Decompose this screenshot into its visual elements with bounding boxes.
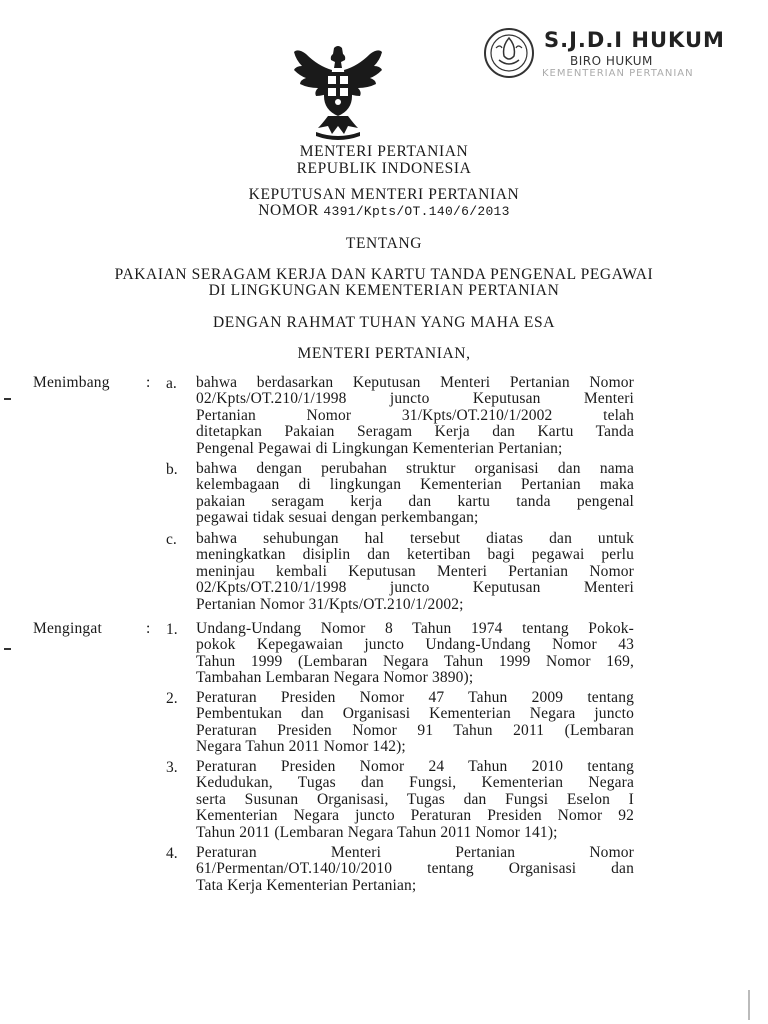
text-line: Peraturan Presiden Nomor 24 Tahun 2010 tentang	[196, 759, 634, 775]
text-line: kelembagaan di lingkungan Kementerian Pertanian maka	[196, 477, 634, 494]
decree-title: KEPUTUSAN MENTERI PERTANIAN	[248, 186, 520, 203]
text-line: 02/Kpts/OT.210/1/1998 juncto Keputusan Menteri	[196, 391, 634, 408]
menimbang-item-a	[196, 375, 634, 457]
text-line: Tambahan Lembaran Negara Nomor 3890);	[196, 670, 474, 687]
menimbang-item-b	[196, 461, 634, 527]
text-line: Pengenal Pegawai di Lingkungan Kementerian Pertanian;	[196, 440, 563, 457]
text-line: Negara Tahun 2011 Nomor 142);	[196, 739, 406, 756]
header-line2: REPUBLIK INDONESIA	[296, 160, 472, 177]
subject-line2: DI LINGKUNGAN KEMENTERIAN PERTANIAN	[208, 282, 560, 299]
ministry-logo-icon	[482, 26, 536, 80]
text-line: bahwa dengan perubahan struktur organisasi dan nama	[196, 461, 634, 477]
text-line: meningkatkan disiplin dan ketertiban bagi pegawai perlu	[196, 547, 634, 564]
text-line: Tata Kerja Kementerian Pertanian;	[196, 877, 417, 894]
header-line1: MENTERI PERTANIAN	[299, 143, 469, 160]
text-line: Tahun 2011 (Lembaran Negara Tahun 2011 Nomor 141);	[196, 824, 558, 841]
mengingat-label: Mengingat	[33, 620, 102, 637]
text-line: pegawai tidak sesuai dengan perkembangan;	[196, 510, 479, 527]
text-line: bahwa sehubungan hal tersebut diatas dan untuk	[196, 531, 634, 547]
text-line: pakaian seragam kerja dan kartu tanda pengenal	[196, 493, 634, 510]
menimbang-item-c	[196, 531, 634, 613]
text-line: Pembentukan dan Organisasi Kementerian Negara juncto	[196, 706, 634, 723]
mengingat-colon: :	[146, 620, 151, 637]
menimbang-marker-c: c.	[166, 531, 177, 548]
scan-mark	[4, 398, 11, 400]
mengingat-marker-2: 2.	[166, 690, 178, 707]
mengingat-item-3	[196, 759, 634, 841]
mengingat-marker-3: 3.	[166, 759, 178, 776]
text-line: ditetapkan Pakaian Seragam Kerja dan Kartu Tanda	[196, 424, 634, 441]
stamp-line2: KEMENTERIAN PERTANIAN	[542, 68, 694, 79]
rahmat-line: DENGAN RAHMAT TUHAN YANG MAHA ESA	[212, 314, 555, 331]
decree-number-value: 4391/Kpts/OT.140/6/2013	[323, 204, 510, 219]
mengingat-marker-1: 1.	[166, 621, 178, 638]
text-line: Peraturan Menteri Pertanian Nomor	[196, 845, 634, 861]
text-line: 02/Kpts/OT.210/1/1998 juncto Keputusan Menteri	[196, 580, 634, 597]
text-line: Kementerian Negara juncto Peraturan Presiden Nomor 92	[196, 808, 634, 825]
mengingat-item-1	[196, 621, 634, 687]
menimbang-colon: :	[146, 374, 151, 391]
menimbang-marker-b: b.	[166, 461, 178, 478]
text-line: Kedudukan, Tugas dan Fungsi, Kementerian Negara	[196, 775, 634, 792]
text-line: serta Susunan Organisasi, Tugas dan Fungsi Eselon I	[196, 791, 634, 808]
garuda-emblem-icon	[288, 44, 388, 140]
text-line: Undang-Undang Nomor 8 Tahun 1974 tentang Pokok-	[196, 621, 634, 637]
scan-mark	[4, 648, 11, 650]
text-line: Peraturan Presiden Nomor 47 Tahun 2009 tentang	[196, 690, 634, 706]
text-line: Tahun 1999 (Lembaran Negara Tahun 1999 Nomor 169,	[196, 653, 634, 670]
tentang-heading: TENTANG	[345, 235, 423, 252]
text-line: meninjau kembali Keputusan Menteri Pertanian Nomor	[196, 563, 634, 580]
scan-edge-mark	[748, 990, 750, 1020]
mengingat-marker-4: 4.	[166, 845, 178, 862]
mengingat-item-4	[196, 845, 634, 894]
stamp-line1: BIRO HUKUM	[570, 54, 653, 68]
text-line: bahwa berdasarkan Keputusan Menteri Pertanian Nomor	[196, 375, 634, 391]
menimbang-marker-a: a.	[166, 375, 177, 392]
text-line: Peraturan Presiden Nomor 91 Tahun 2011 (Lembaran	[196, 722, 634, 739]
text-line: Pertanian Nomor 31/Kpts/OT.210/1/2002 telah	[196, 407, 634, 424]
subject-line1: PAKAIAN SERAGAM KERJA DAN KARTU TANDA PENGENAL PEGAWAI	[114, 266, 654, 283]
menteri-line: MENTERI PERTANIAN,	[297, 345, 471, 362]
decree-number	[0, 202, 768, 220]
mengingat-item-2	[196, 690, 634, 756]
text-line: pokok Kepegawaian juncto Undang-Undang Nomor 43	[196, 637, 634, 654]
sjdi-hukum-stamp	[478, 24, 768, 84]
text-line: 61/Permentan/OT.140/10/2010 tentang Organisasi dan	[196, 861, 634, 878]
menimbang-label: Menimbang	[33, 374, 110, 391]
text-line: Pertanian Nomor 31/Kpts/OT.210/1/2002;	[196, 596, 464, 613]
stamp-title: S.J.D.I HUKUM	[544, 28, 725, 52]
decree-number-label: NOMOR	[258, 202, 319, 219]
